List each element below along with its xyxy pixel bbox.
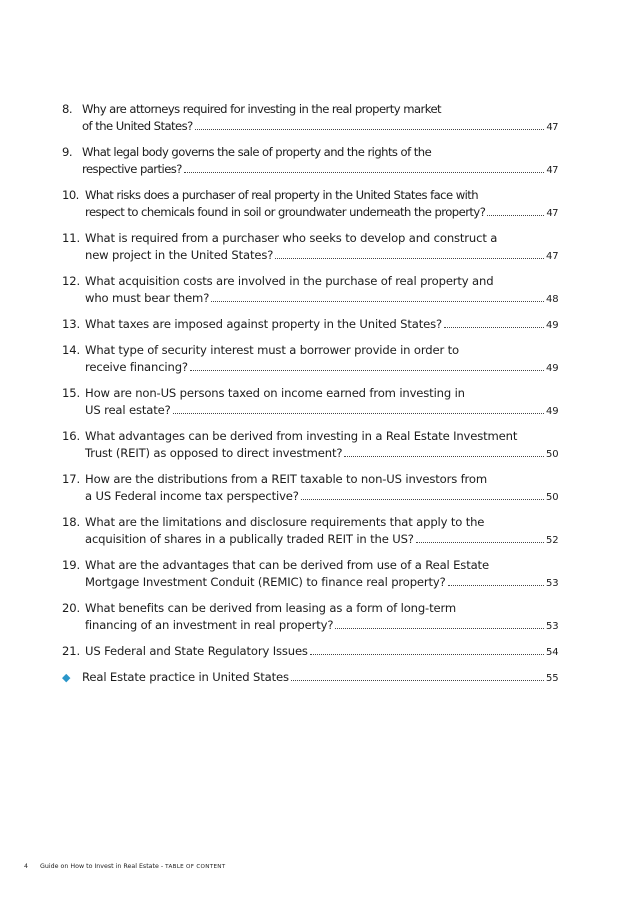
- entry-number: 21.: [62, 644, 80, 658]
- page-number: 47: [546, 251, 559, 262]
- entry-number: 10.: [62, 188, 79, 202]
- toc-entry-12[interactable]: [62, 273, 558, 308]
- entry-title: What benefits can be derived from leasing as a form of long-term: [85, 601, 457, 615]
- footer-guide-title: Guide on How to Invest in Real Estate -: [40, 863, 164, 870]
- entry-title: Real Estate practice in United States: [82, 670, 289, 684]
- dot-leader: [173, 413, 544, 414]
- entry-number: 18.: [62, 515, 80, 529]
- entry-number: 14.: [62, 343, 80, 357]
- toc-entry-20[interactable]: [62, 600, 558, 635]
- entry-title-continued: Mortgage Investment Conduit (REMIC) to finance real property?: [85, 575, 446, 589]
- dot-leader: [344, 456, 544, 457]
- dot-leader: [195, 129, 544, 130]
- entry-title: What advantages can be derived from investing in a Real Estate Investment: [85, 429, 518, 443]
- entry-title: What are the limitations and disclosure requirements that apply to the: [85, 515, 485, 529]
- toc-entry-14[interactable]: [62, 342, 558, 377]
- dot-leader: [211, 301, 544, 302]
- entry-title-continued: who must bear them?: [85, 291, 210, 305]
- entry-number: 11.: [62, 231, 80, 245]
- page-footer: [24, 863, 226, 870]
- entry-title-continued: respective parties?: [82, 162, 182, 176]
- entry-title: What type of security interest must a borrower provide in order to: [85, 343, 459, 357]
- page-number: 49: [546, 363, 559, 374]
- footer-page-number: 4: [24, 863, 29, 870]
- toc-entry-11[interactable]: [62, 230, 558, 265]
- page-number: 52: [546, 535, 559, 546]
- entry-number: 13.: [62, 317, 80, 331]
- page-number: 53: [546, 621, 559, 632]
- toc-entry-15[interactable]: [62, 385, 558, 420]
- page-number: 49: [546, 320, 559, 331]
- toc-entry-10[interactable]: [62, 187, 558, 222]
- page-number: 47: [546, 165, 558, 176]
- entry-title-continued: a US Federal income tax perspective?: [85, 489, 299, 503]
- entry-title-continued: new project in the United States?: [85, 248, 274, 262]
- entry-title-continued: of the United States?: [82, 119, 193, 133]
- entry-number: 9.: [62, 145, 72, 159]
- toc-entry-19[interactable]: [62, 557, 558, 592]
- dot-leader: [335, 628, 544, 629]
- entry-title: What is required from a purchaser who seeks to develop and construct a: [85, 231, 498, 245]
- page-number: 47: [546, 208, 558, 219]
- entry-title: What legal body governs the sale of property and the rights of the: [82, 145, 432, 159]
- entry-title: What taxes are imposed against property in the United States?: [85, 317, 442, 331]
- dot-leader: [275, 258, 544, 259]
- entry-title: US Federal and State Regulatory Issues: [85, 644, 308, 658]
- toc-entry-18[interactable]: [62, 514, 558, 549]
- dot-leader: [448, 585, 544, 586]
- entry-title: What risks does a purchaser of real property in the United States face with: [85, 188, 479, 202]
- entry-title: Why are attorneys required for investing in the real property market: [82, 102, 442, 116]
- entry-title: What acquisition costs are involved in the purchase of real property and: [85, 274, 494, 288]
- toc-entry-21[interactable]: [62, 643, 558, 661]
- dot-leader: [291, 680, 544, 681]
- entry-title-continued: respect to chemicals found in soil or groundwater underneath the property?: [85, 205, 486, 219]
- entry-title-continued: receive financing?: [85, 360, 188, 374]
- entry-number: 8.: [62, 102, 72, 116]
- entry-number: 17.: [62, 472, 80, 486]
- entry-title-continued: acquisition of shares in a publically traded REIT in the US?: [85, 532, 414, 546]
- entry-number: 19.: [62, 558, 80, 572]
- dot-leader: [301, 499, 544, 500]
- toc-entry-17[interactable]: [62, 471, 558, 506]
- entry-title: What are the advantages that can be derived from use of a Real Estate: [85, 558, 489, 572]
- diamond-bullet-icon: ◆: [62, 671, 71, 684]
- entry-title-continued: Trust (REIT) as opposed to direct investment?: [85, 446, 343, 460]
- page-number: 49: [546, 406, 559, 417]
- page-number: 54: [546, 647, 559, 658]
- entry-number: 15.: [62, 386, 80, 400]
- dot-leader: [310, 654, 544, 655]
- page-number: 53: [546, 578, 559, 589]
- entry-number: 16.: [62, 429, 80, 443]
- footer-section-name: TABLE OF CONTENT: [165, 864, 226, 870]
- dot-leader: [190, 370, 544, 371]
- toc-entry-practice[interactable]: [62, 669, 558, 687]
- toc-entry-9[interactable]: [62, 144, 558, 179]
- dot-leader: [487, 215, 544, 216]
- page-number: 50: [546, 449, 559, 460]
- page-number: 55: [546, 673, 559, 684]
- entry-title: How are the distributions from a REIT taxable to non-US investors from: [85, 472, 488, 486]
- dot-leader: [184, 172, 544, 173]
- dot-leader: [444, 327, 544, 328]
- entry-title: How are non-US persons taxed on income earned from investing in: [85, 386, 465, 400]
- toc-entry-13[interactable]: [62, 316, 558, 334]
- toc-entry-16[interactable]: [62, 428, 558, 463]
- toc-entry-8[interactable]: [62, 101, 558, 136]
- page-number: 48: [546, 294, 559, 305]
- dot-leader: [416, 542, 544, 543]
- table-of-contents: [62, 101, 558, 695]
- page-number: 47: [546, 122, 558, 133]
- entry-title-continued: financing of an investment in real property?: [85, 618, 334, 632]
- page-number: 50: [546, 492, 559, 503]
- entry-title-continued: US real estate?: [85, 403, 171, 417]
- entry-number: 20.: [62, 601, 80, 615]
- entry-number: 12.: [62, 274, 80, 288]
